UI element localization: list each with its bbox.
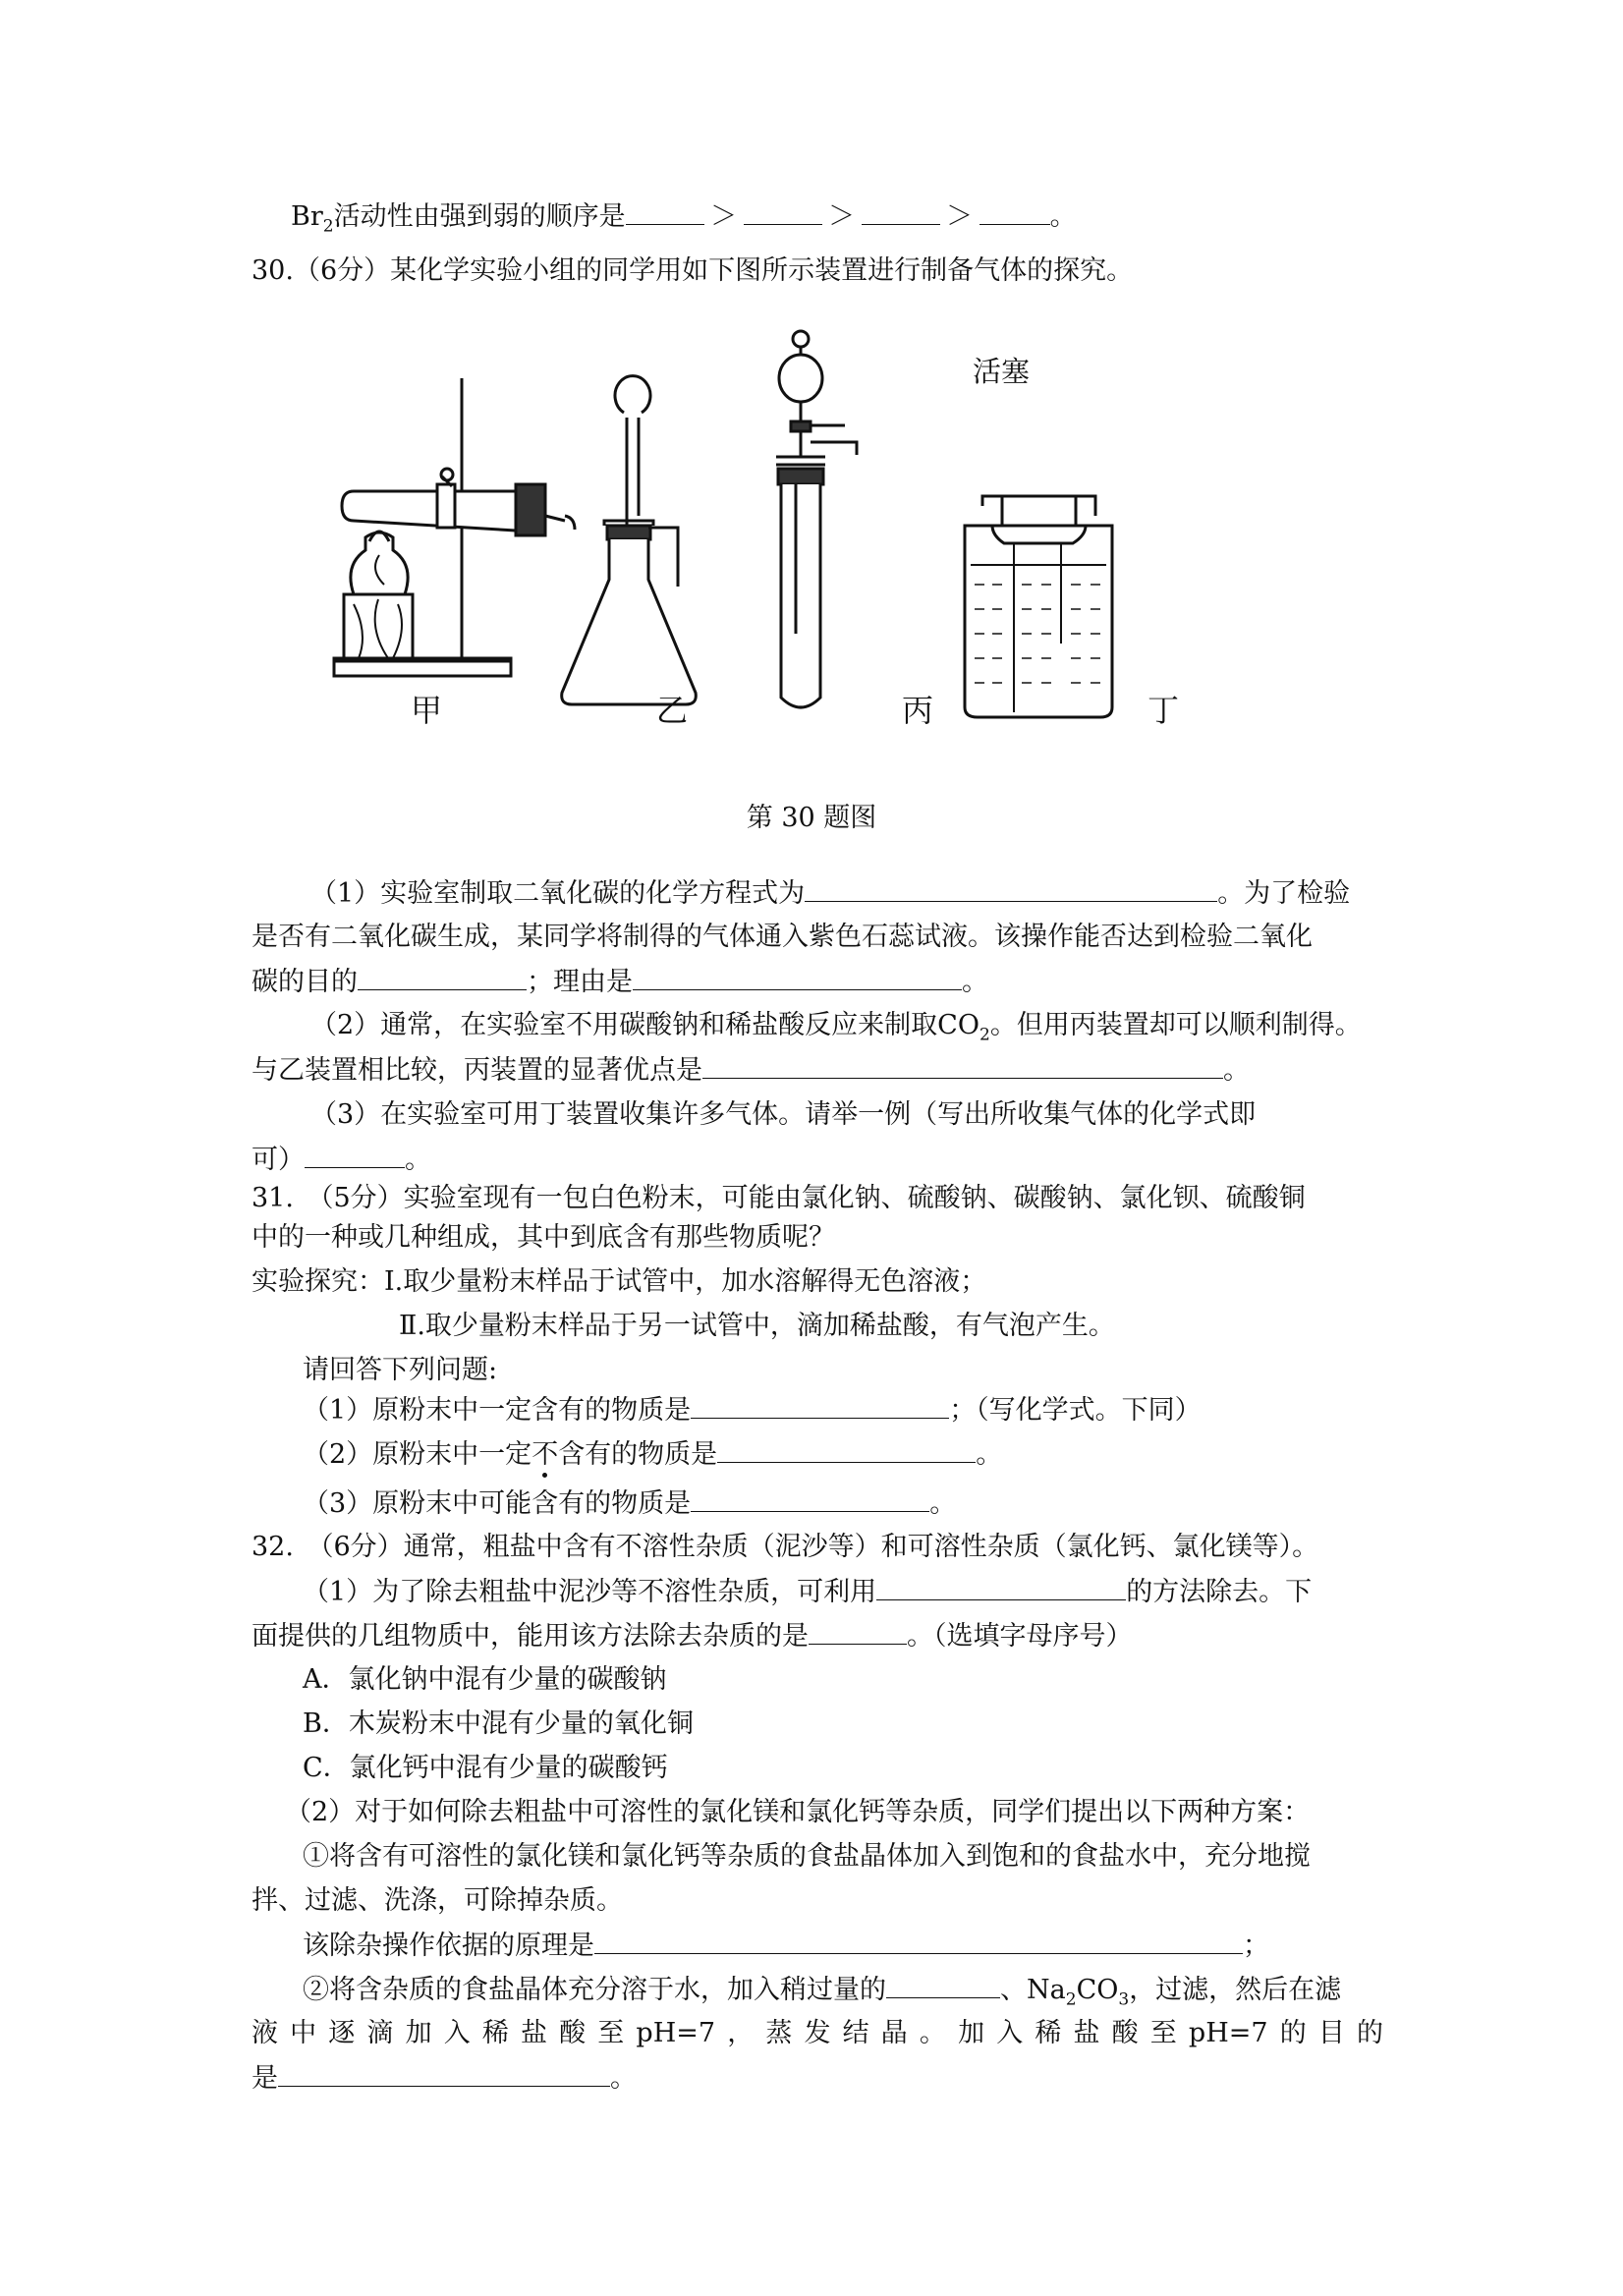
q30-p2-line1 [310,1008,1362,1052]
figure-label-jia: 甲 [411,692,443,729]
period: 。 [610,2063,637,2094]
q32-p1-line2-a: 面提供的几组物质中，能用该方法除去杂质的是 [252,1621,809,1652]
q30-p1-line1 [310,875,1350,912]
q30-title: 30.（6分）某化学实验小组的同学用如下图所示装置进行制备气体的探究。 [252,255,1134,286]
apparatus-yi [562,376,697,704]
figure-label-ding: 丁 [1147,692,1180,729]
q32-option-b: B．木炭粉末中混有少量的氧化铜 [303,1708,694,1739]
q32-option-a: A．氯化钠中混有少量的碳酸钠 [303,1664,667,1695]
apparatus-ding [965,496,1112,717]
q30-p1-text-b: 。为了检验 [1217,878,1351,909]
q32-p1-line2-b: 。（选填字母序号） [907,1621,1133,1652]
q31-line1: 31. （5分）实验室现有一包白色粉末，可能由氯化钠、硫酸钠、碳酸钠、氯化钡、硫酸铜 [252,1183,1306,1213]
answer-blank[interactable] [691,1485,929,1512]
q31-a2-text-b: 含有的物质是 [558,1439,718,1470]
q30-p1-line2: 是否有二氧化碳生成，某同学将制得的气体通入紫色石蕊试液。该操作能否达到检验二氧化 [252,922,1313,952]
q31-a1-note: ；（写化学式。下同） [949,1395,1202,1426]
na-subscript: 2 [1065,1989,1077,2010]
q31-line2: 中的一种或几种组成，其中到底含有那些物质呢？ [252,1222,835,1253]
q32-p1-line2 [252,1618,1133,1654]
period: 。 [1049,201,1077,232]
q31-a1-text: （1）原粉末中一定含有的物质是 [303,1395,692,1426]
apparatus-bing [776,331,857,707]
semicolon: ； [1243,1931,1269,1961]
method-blank[interactable] [876,1574,1126,1600]
answer-blank[interactable] [717,1436,976,1463]
period: 。 [1223,1055,1250,1086]
q32-principle-text: 该除杂操作依据的原理是 [303,1931,594,1961]
q32-s2-line2: 液中逐滴加入稀盐酸至pH=7，蒸发结晶。加入稀盐酸至pH=7的目的 [252,2018,1383,2048]
q32-p1-text: （1）为了除去粗盐中泥沙等不溶性杂质，可利用 [303,1577,877,1607]
q32-s2-text: ②将含杂质的食盐晶体充分溶于水，加入稍过量的 [303,1975,886,2005]
gt-sign: ＞ [828,201,856,232]
figure-label-bing: 丙 [902,692,934,729]
purpose-blank[interactable] [278,2060,610,2087]
answer-blank[interactable] [862,198,940,225]
q31-a1 [303,1392,1202,1428]
apparatus-jia [334,378,575,676]
q30-p1-line3 [252,964,988,1000]
q29-text: 活动性由强到弱的顺序是 [333,201,626,232]
co3-subscript: 3 [1118,1989,1130,2010]
q31-ask: 请回答下列问题: [303,1355,498,1385]
na-symbol: 、Na [1000,1975,1066,2005]
q31-a2 [303,1436,1002,1473]
q31-a3-text: （3）原粉末中可能含有的物质是 [303,1488,692,1519]
q32-s2-text-b: ，过滤，然后在滤 [1129,1975,1342,2005]
q32-s1-line2: 拌、过滤、洗涤，可除掉杂质。 [252,1885,623,1916]
q32-line1: 32. （6分）通常，粗盐中含有不溶性杂质（泥沙等）和可溶性杂质（氯化钙、氯化镁等）。 [252,1532,1319,1562]
principle-blank[interactable] [594,1928,1243,1954]
answer-blank[interactable] [979,198,1050,225]
period: 。 [976,1439,1003,1470]
q30-p2-line2-a: 与乙装置相比较，丙装置的显著优点是 [252,1055,702,1086]
emphasis-not: 不 [532,1439,559,1470]
q32-s1-line1: ①将含有可溶性的氯化镁和氯化钙等杂质的食盐晶体加入到饱和的食盐水中，充分地搅 [303,1841,1311,1872]
answer-blank[interactable] [744,198,822,225]
br-subscript: 2 [322,216,334,237]
advantage-blank[interactable] [702,1052,1223,1079]
q30-p2-text: （2）通常，在实验室不用碳酸钠和稀盐酸反应来制取CO [310,1010,979,1040]
figure-caption: 第 30 题图 [746,803,877,833]
q32-p1-line1 [303,1574,1312,1610]
q30-p2-text-b: 。但用丙装置却可以顺利制得。 [989,1010,1362,1040]
q32-p1-text-b: 的方法除去。下 [1126,1577,1313,1607]
gt-sign: ＞ [946,201,974,232]
q30-p3-line1: （3）在实验室可用丁装置收集许多气体。请举一例（写出所收集气体的化学式即 [310,1099,1257,1130]
q30-p3-line2 [252,1142,431,1178]
q32-s2-line3-a: 是 [252,2063,278,2094]
q30-p3-line2-a: 可） [252,1145,305,1175]
stopcock-label: 活塞 [973,355,1031,388]
gas-formula-blank[interactable] [305,1142,405,1168]
figure-label-yi: 乙 [656,692,689,729]
q31-exp2: Ⅱ.取少量粉末样品于另一试管中，滴加稀盐酸，有气泡产生。 [399,1311,1115,1341]
q31-a3 [303,1485,956,1522]
reason-blank[interactable] [633,964,962,990]
period: 。 [929,1488,957,1519]
q32-s1-principle [303,1928,1269,1964]
q32-option-c: C．氯化钙中混有少量的碳酸钙 [303,1753,668,1783]
period: 。 [962,967,988,997]
gt-sign: ＞ [710,201,738,232]
q32-p2: （2）对于如何除去粗盐中可溶性的氯化镁和氯化钙等杂质，同学们提出以下两种方案： [285,1797,1311,1827]
q32-s2-line1 [303,1972,1341,2017]
q31-exp1: 实验探究：Ⅰ.取少量粉末样品于试管中，加水溶解得无色溶液； [252,1266,987,1297]
equation-blank[interactable] [805,875,1217,902]
co-symbol: CO [1076,1975,1119,2005]
answer-blank[interactable] [358,964,527,990]
period: 。 [405,1145,431,1175]
choice-blank[interactable] [809,1618,907,1645]
answer-blank[interactable] [691,1392,949,1419]
apparatus-figure [314,319,1248,752]
q32-s2-line3 [252,2060,637,2097]
q29-tail-line [291,198,1077,244]
co2-subscript: 2 [979,1025,990,1045]
q30-p2-line2 [252,1052,1250,1089]
reagent-blank[interactable] [886,1972,1000,1998]
answer-blank[interactable] [626,198,704,225]
br-symbol: Br [291,201,323,232]
q30-p1-line3-a: 碳的目的 [252,967,358,997]
q30-p1-line3-b: ；理由是 [527,967,633,997]
q30-p1-text: （1）实验室制取二氧化碳的化学方程式为 [310,878,806,909]
q31-a2-text: （2）原粉末中一定 [303,1439,532,1470]
